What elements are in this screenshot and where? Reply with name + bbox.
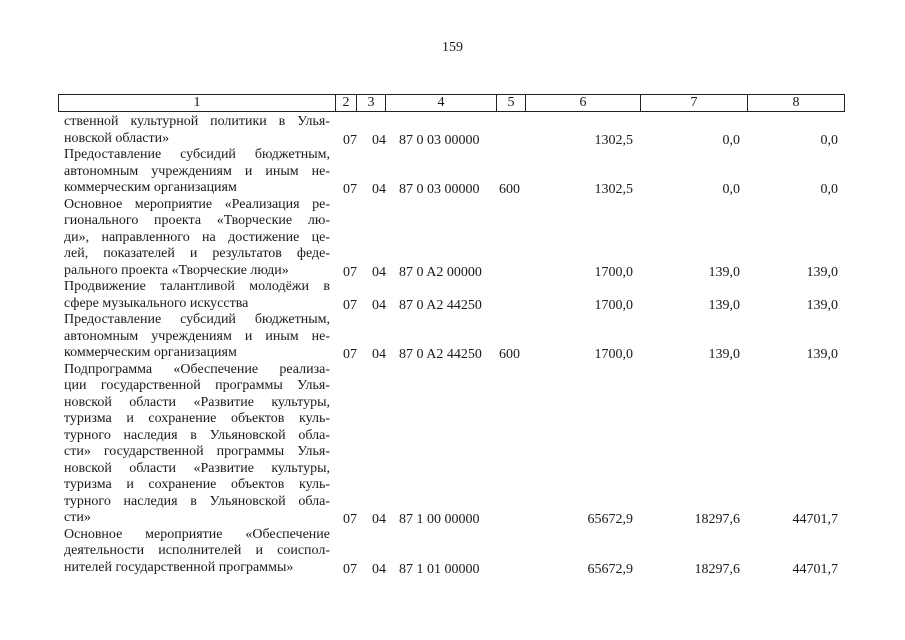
header-col-3: 3 [356, 94, 386, 112]
description-line: нителей государственной программы» [64, 559, 294, 575]
description-line: ственной культурной политики в Улья- [64, 114, 330, 129]
description-line: сти» [64, 510, 91, 525]
description-line: турного наследия в Ульяновской обла- [64, 427, 330, 443]
cell-value-year-3: 139,0 [806, 264, 838, 280]
description-line: новской области «Развитие культуры, [64, 394, 330, 410]
description-line: коммерческим организациям [64, 180, 237, 195]
table-row [0, 114, 905, 147]
cell-value-year-2: 0,0 [722, 132, 740, 148]
cell-value-year-3: 0,0 [820, 182, 838, 197]
description-line: рального проекта «Творческие люди» [64, 262, 289, 278]
description-line: автономным учреждениям и иным не- [64, 328, 330, 344]
cell-section: 07 [343, 347, 357, 362]
cell-value-year-3: 139,0 [806, 347, 838, 362]
table-row [0, 147, 905, 197]
description-line: автономным учреждениям и иным не- [64, 163, 330, 179]
row-description [64, 147, 330, 197]
cell-target-code: 87 0 A2 44250 [399, 347, 482, 362]
row-description [64, 527, 330, 577]
description-line: туризма и сохранение объектов куль- [64, 411, 330, 426]
cell-value-year-1: 65672,9 [587, 512, 633, 527]
cell-section: 07 [343, 132, 357, 148]
cell-section: 07 [343, 512, 357, 527]
description-line: Предоставление субсидий бюджетным, [64, 312, 330, 327]
cell-section: 07 [343, 264, 357, 280]
cell-section: 07 [343, 561, 357, 577]
description-line: новской области» [64, 130, 170, 146]
cell-target-code: 87 0 A2 44250 [399, 297, 482, 313]
cell-target-code: 87 1 00 00000 [399, 512, 480, 527]
cell-target-code: 87 1 01 00000 [399, 561, 480, 577]
cell-value-year-3: 44701,7 [792, 561, 838, 577]
cell-value-year-3: 0,0 [820, 132, 838, 148]
header-col-4: 4 [385, 94, 497, 112]
cell-value-year-1: 1700,0 [594, 297, 633, 313]
description-line: турного наследия в Ульяновской обла- [64, 493, 330, 509]
cell-target-code: 87 0 A2 00000 [399, 264, 482, 280]
row-description [64, 114, 330, 147]
cell-value-year-2: 0,0 [722, 182, 740, 197]
cell-subsection: 04 [372, 561, 386, 577]
cell-value-year-3: 139,0 [806, 297, 838, 313]
cell-value-year-1: 1302,5 [594, 182, 633, 197]
cell-subsection: 04 [372, 297, 386, 313]
description-line: новской области «Развитие культуры, [64, 460, 330, 476]
description-line: Основное мероприятие «Обеспечение [64, 526, 330, 542]
description-line: сти» государственной программы Улья- [64, 444, 330, 459]
description-line: сфере музыкального искусства [64, 295, 249, 311]
cell-section: 07 [343, 297, 357, 313]
header-col-1: 1 [58, 94, 336, 112]
header-col-8: 8 [747, 94, 845, 112]
table-row [0, 312, 905, 362]
cell-value-year-1: 1700,0 [594, 264, 633, 280]
table-header [58, 94, 844, 112]
description-line: туризма и сохранение объектов куль- [64, 477, 330, 492]
cell-value-year-2: 139,0 [708, 264, 740, 280]
description-line: гионального проекта «Творческие лю- [64, 213, 330, 228]
row-description [64, 362, 330, 527]
cell-subsection: 04 [372, 132, 386, 148]
cell-expense-type: 600 [499, 182, 520, 197]
cell-target-code: 87 0 03 00000 [399, 182, 480, 197]
cell-subsection: 04 [372, 512, 386, 527]
description-line: Подпрограмма «Обеспечение реализа- [64, 361, 330, 377]
header-col-7: 7 [640, 94, 748, 112]
description-line: ди», направленного на достижение це- [64, 229, 330, 245]
cell-value-year-1: 65672,9 [587, 561, 633, 577]
description-line: лей, показателей и результатов феде- [64, 246, 330, 261]
cell-subsection: 04 [372, 347, 386, 362]
cell-value-year-2: 139,0 [708, 347, 740, 362]
header-col-5: 5 [496, 94, 526, 112]
row-description [64, 279, 330, 312]
table-row [0, 279, 905, 312]
description-line: Предоставление субсидий бюджетным, [64, 147, 330, 162]
table-row [0, 362, 905, 527]
row-description [64, 197, 330, 280]
header-col-2: 2 [335, 94, 357, 112]
cell-subsection: 04 [372, 264, 386, 280]
row-description [64, 312, 330, 362]
cell-expense-type: 600 [499, 347, 520, 362]
description-line: Продвижение талантливой молодёжи в [64, 279, 330, 294]
cell-value-year-3: 44701,7 [792, 512, 838, 527]
description-line: коммерческим организациям [64, 345, 237, 360]
description-line: Основное мероприятие «Реализация ре- [64, 196, 330, 212]
cell-value-year-2: 18297,6 [694, 512, 740, 527]
description-line: деятельности исполнителей и соиспол- [64, 543, 330, 558]
cell-target-code: 87 0 03 00000 [399, 132, 480, 148]
description-line: ции государственной программы Улья- [64, 378, 330, 393]
header-col-6: 6 [525, 94, 641, 112]
cell-value-year-2: 139,0 [708, 297, 740, 313]
table-row [0, 197, 905, 280]
cell-value-year-1: 1302,5 [594, 132, 633, 148]
cell-section: 07 [343, 182, 357, 197]
cell-value-year-2: 18297,6 [694, 561, 740, 577]
table-row [0, 527, 905, 577]
cell-subsection: 04 [372, 182, 386, 197]
page-number: 159 [442, 40, 463, 55]
cell-value-year-1: 1700,0 [594, 347, 633, 362]
